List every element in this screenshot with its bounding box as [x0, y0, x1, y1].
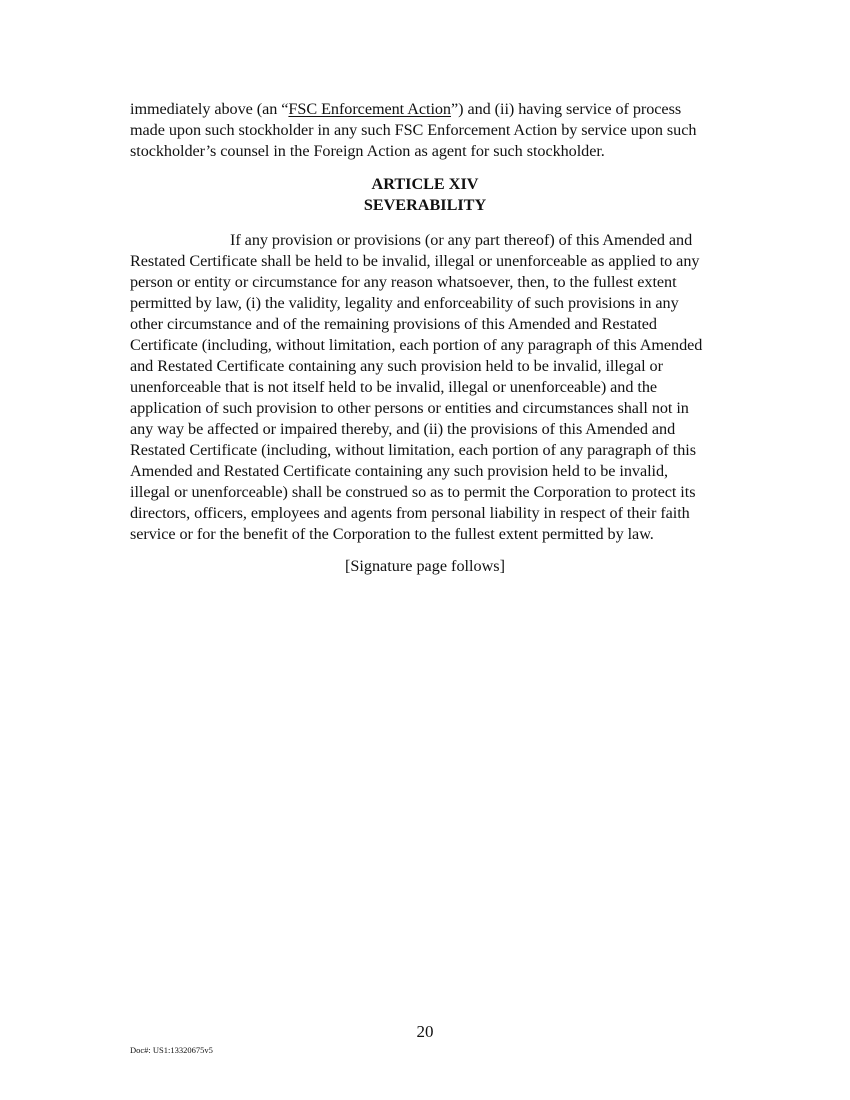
intro-line-2: made upon such stockholder in any such FSC Enforcement Action by service upon such	[130, 121, 697, 139]
intro-line-1	[130, 100, 681, 119]
article-number: ARTICLE XIV	[371, 175, 479, 193]
body-line-6: Certificate (including, without limitation, each portion of any paragraph of this Amended	[130, 336, 703, 354]
intro-line-3: stockholder’s counsel in the Foreign Action as agent for such stockholder.	[130, 142, 605, 160]
intro-line-1-post: ”) and (ii) having service of process	[450, 100, 682, 118]
page-number: 20	[416, 1022, 434, 1041]
body-line-14: directors, officers, employees and agents from personal liability in respect of their faith	[130, 504, 690, 522]
document-id: Doc#: US1:13320675v5	[130, 1045, 213, 1055]
body-line-9: application of such provision to other persons or entities and circumstances shall not in	[130, 399, 689, 417]
body-line-3: person or entity or circumstance for any reason whatsoever, then, to the fullest extent	[130, 273, 677, 291]
defined-term-fsc-enforcement-action: FSC Enforcement Action	[288, 100, 451, 118]
body-line-10: any way be affected or impaired thereby, and (ii) the provisions of this Amended and	[130, 420, 676, 438]
body-line-4: permitted by law, (i) the validity, legality and enforceability of such provisions in any	[130, 294, 679, 312]
signature-page-note: [Signature page follows]	[344, 557, 506, 575]
body-line-2: Restated Certificate shall be held to be invalid, illegal or unenforceable as applied to any	[130, 252, 700, 270]
body-line-7: and Restated Certificate containing any such provision held to be invalid, illegal or	[130, 357, 663, 375]
body-line-13: illegal or unenforceable) shall be construed so as to permit the Corporation to protect its	[130, 483, 696, 501]
body-line-12: Amended and Restated Certificate containing any such provision held to be invalid,	[130, 462, 669, 480]
body-line-15: service or for the benefit of the Corporation to the fullest extent permitted by law.	[130, 525, 654, 543]
body-line-5: other circumstance and of the remaining provisions of this Amended and Restated	[130, 315, 657, 333]
intro-line-1-pre: immediately above (an “	[130, 100, 289, 118]
body-line-1: If any provision or provisions (or any part thereof) of this Amended and	[230, 231, 693, 249]
body-line-11: Restated Certificate (including, without limitation, each portion of any paragraph of this	[130, 441, 696, 459]
article-title: SEVERABILITY	[363, 196, 487, 214]
body-line-8: unenforceable that is not itself held to be invalid, illegal or unenforceable) and the	[130, 378, 657, 396]
